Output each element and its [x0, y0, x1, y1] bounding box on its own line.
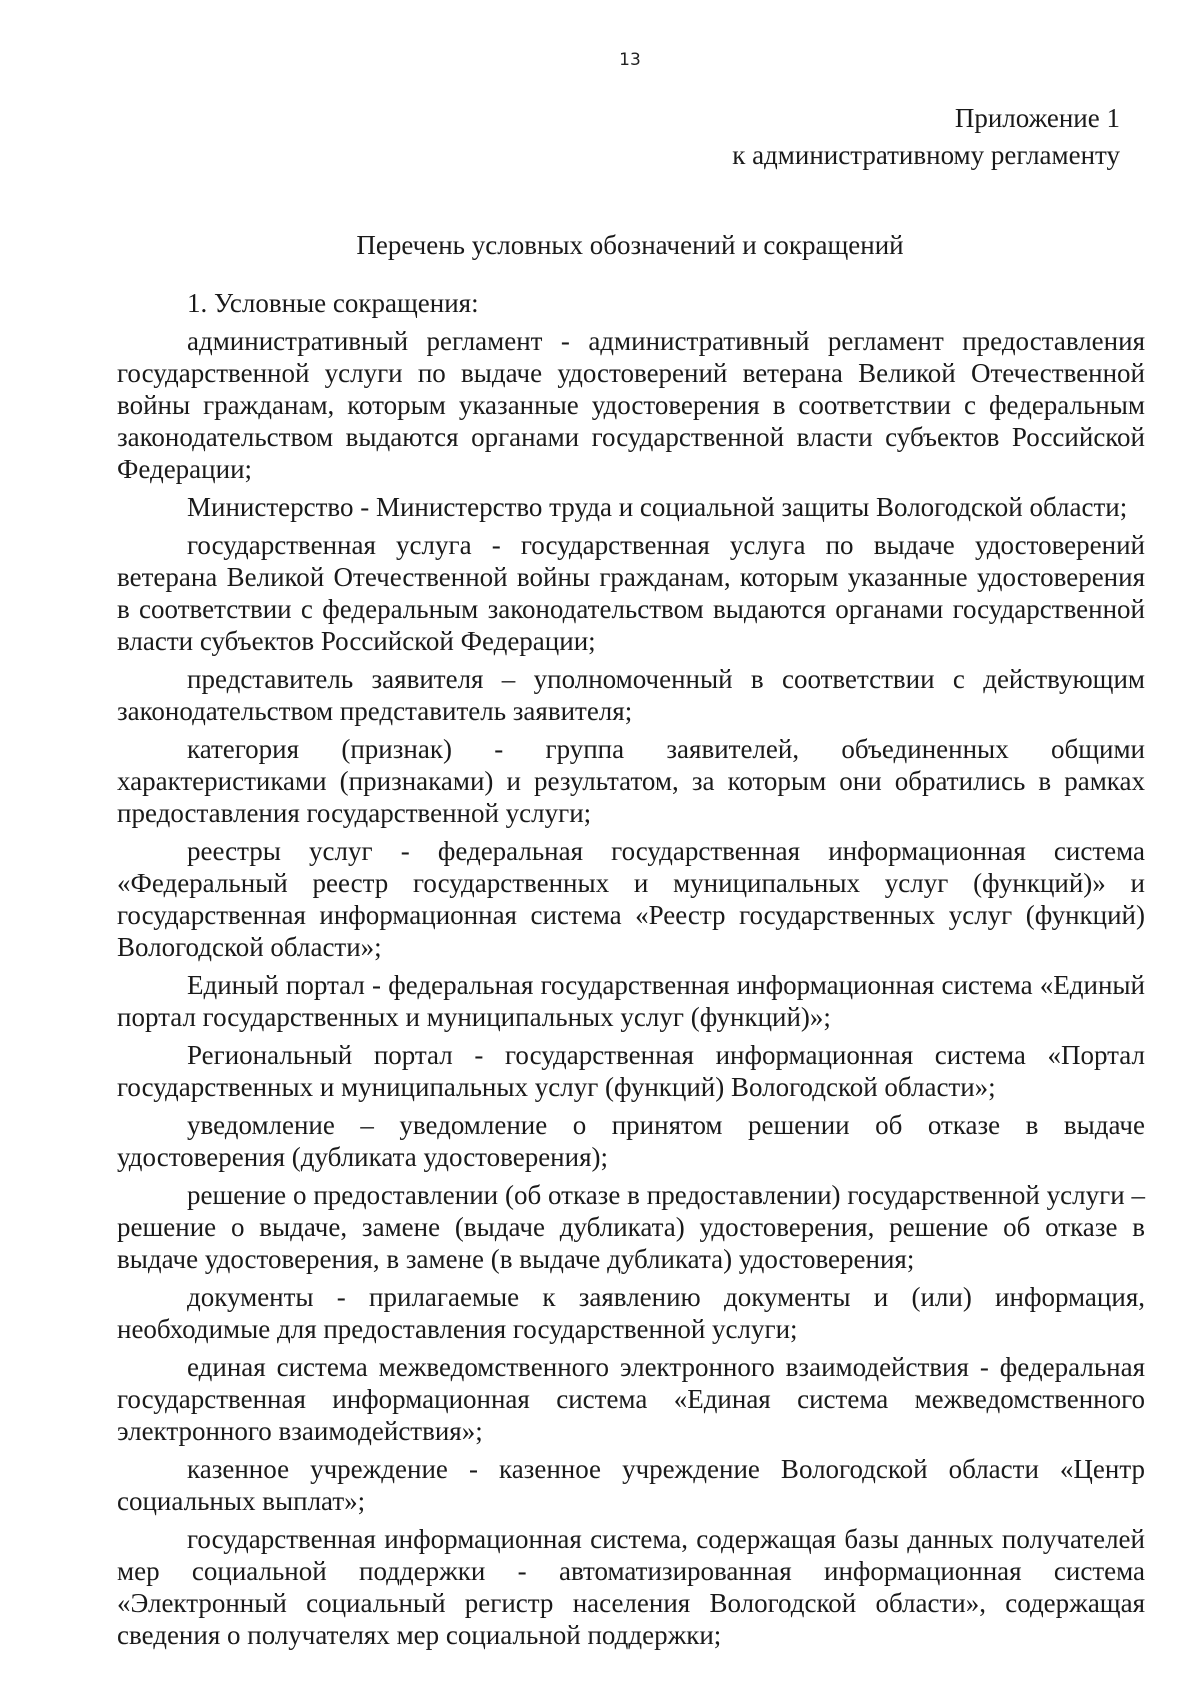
definition-entry: реестры услуг - федеральная государственная информационная система «Федеральный реестр государственных и муниципальных услуг (функций)» и государственная информационная система «Реестр государственных услуг (функций) Вологодской области»; [117, 836, 1145, 962]
definition-entry: казенное учреждение - казенное учреждение Вологодской области «Центр социальных выплат»; [117, 1454, 1145, 1516]
section-heading: 1. Условные сокращения: [187, 288, 479, 318]
definition-entry: административный регламент - административный регламент предоставления государственной услуги по выдаче удостоверений ветерана Великой Отечественной войны гражданам, которым указанные удостоверения в соответствии с федеральным законодательством выдаются органами государственной власти субъектов Российской Федерации; [117, 326, 1145, 484]
definition-entry: государственная услуга - государственная услуга по выдаче удостоверений ветерана Великой Отечественной войны гражданам, которым указанные удостоверения в соответствии с федеральным законодательством выдаются органами государственной власти субъектов Российской Федерации; [117, 530, 1145, 656]
definition-entry: Региональный портал - государственная информационная система «Портал государственных и муниципальных услуг (функций) Вологодской области»; [117, 1040, 1145, 1102]
definition-entry: государственная информационная система, содержащая базы данных получателей мер социальной поддержки - автоматизированная информационная система «Электронный социальный регистр населения Вологодской области», содержащая сведения о получателях мер социальной поддержки; [117, 1524, 1145, 1650]
appendix-line-1: Приложение 1 [954, 103, 1120, 133]
appendix-header [732, 100, 1120, 174]
definition-entry: документы - прилагаемые к заявлению документы и (или) информация, необходимые для предоставления государственной услуги; [117, 1282, 1145, 1344]
page-number: 13 [619, 50, 641, 70]
definition-entry: представитель заявителя – уполномоченный в соответствии с действующим законодательством представитель заявителя; [117, 664, 1145, 726]
document-body [117, 287, 1145, 1651]
document-title: Перечень условных обозначений и сокращений [356, 230, 904, 260]
definition-entry: единая система межведомственного электронного взаимодействия - федеральная государственная информационная система «Единая система межведомственного электронного взаимодействия»; [117, 1352, 1145, 1446]
definition-entry: категория (признак) - группа заявителей, объединенных общими характеристиками (признаками) и результатом, за которым они обратились в рамках предоставления государственной услуги; [117, 734, 1145, 828]
definition-entry: Единый портал - федеральная государственная информационная система «Единый портал государственных и муниципальных услуг (функций)»; [117, 970, 1145, 1032]
definition-entry: решение о предоставлении (об отказе в предоставлении) государственной услуги – решение о выдаче, замене (выдаче дубликата) удостоверения, решение об отказе в выдаче удостоверения, в замене (в выдаче дубликата) удостоверения; [117, 1180, 1145, 1274]
definition-entry: Министерство - Министерство труда и социальной защиты Вологодской области; [187, 492, 1128, 522]
appendix-line-2: к административному регламенту [732, 140, 1120, 170]
definition-entry: уведомление – уведомление о принятом решении об отказе в выдаче удостоверения (дубликата удостоверения); [117, 1110, 1145, 1172]
